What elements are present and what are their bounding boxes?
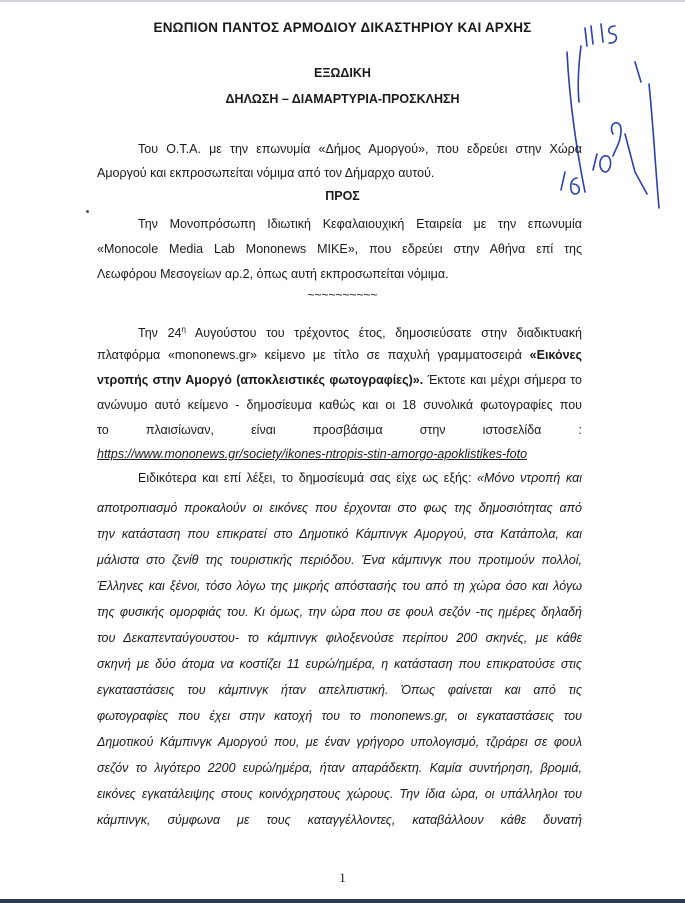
quote-line-7: του Δεκαπενταύγουστου- το κάμπινγκ φιλοξενούσε περίπου 200 σκηνές, με κάθε [97,631,582,645]
quote-line-3: την κατάσταση που επικρατεί στο Δημοτικό Κάμπινγκ Αμοργού, στα Κατάπολα, και [97,527,582,541]
quote-line-14: κάμπινγκ, σύμφωνα με τους καταγγέλλοντες, καταβάλλουν κάθε δυνατή [97,813,582,827]
ordinal-superscript: η [181,325,186,334]
quote-line-6: της φυσικής ομορφιάς του. Κι όμως, την ώρα που σε φουλ σεζόν -τις ημέρες δηλαδή [97,605,582,619]
quote-line-2: αποτροπιασμό προκαλούν οι εικόνες που έρχονται στο φως της δημοσιότητας από [97,501,582,515]
document-title: ΕΝΩΠΙΟΝ ΠΑΝΤΟΣ ΑΡΜΟΔΙΟΥ ΔΙΚΑΣΤΗΡΙΟΥ ΚΑΙ ΑΡΧΗΣ [153,20,532,35]
document-subtitle-extrajudicial: ΕΞΩΔΙΚΗ [314,66,371,80]
article-title-end: ντροπής στην Αμοργό (αποκλειστικές φωτογραφίες)». [97,373,424,387]
para1-line-5: το πλαισίωναν, είναι προσβάσιμα στην ιστοσελίδα : [97,423,582,437]
para1-line-4: ανώνυμο αυτό κείμενο - δημοσίευμα καθώς και οι 18 συνολικά φωτογραφίες που [97,398,582,412]
para1-l1-start: Την 24 [138,326,182,341]
quote-start: «Μόνο ντροπή και [477,471,582,485]
quote-line-11: Δημοτικού Κάμπινγκ Αμοργού που, με έναν γρήγορο υπολογισμό, τζιράρει σε φουλ [97,735,582,749]
article-url: https://www.mononews.gr/society/ikones-ntropis-stin-amorgo-apoklistikes-foto [97,447,528,461]
scan-bottom-edge [0,899,685,903]
scan-top-edge [0,0,685,2]
para1-line-3 [97,368,582,392]
to-label: ΠΡΟΣ [325,189,360,203]
para1-line-2 [97,343,582,367]
quote-line-13: εικόνες εγκατάλειψης στους κοινόχρηστους χώρους. Την ίδια ώρα, οι υπάλληλοι του [97,787,582,801]
document-subtitle-declaration: ΔΗΛΩΣΗ – ΔΙΑΜΑΡΤΥΡΙΑ-ΠΡΟΣΚΛΗΣΗ [225,92,460,106]
article-title-start: «Εικόνες [529,348,582,362]
separator: ~~~~~~~~~~ [307,288,378,302]
quote-line-8: σκηνή με δύο άτομα να κοστίζει 11 ευρώ/ημέρα, η κατάσταση που επικρατούσε στις [97,657,582,671]
quote-line-10: φωτογραφίες που έχει στην κατοχή του το mononews.gr, οι εγκαταστάσεις του [97,709,582,723]
para2-line-1 [97,466,582,490]
quote-line-9: εγκαταστάσεις του κάμπινγκ ήταν απελπιστική. Όπως φαίνεται και από τις [97,683,582,697]
quote-line-5: Έλληνες και ξένοι, τόσο λόγω της μικρής απόστασής του από τη χώρα όσο και λόγω [97,579,582,593]
sender-line-1: Του Ο.Τ.Α. με την επωνυμία «Δήμος Αμοργού», που εδρεύει στην Χώρα [138,142,582,156]
scan-speck [86,210,89,213]
para1-l1-end: Αυγούστου του τρέχοντος έτος, δημοσιεύσατε στην διαδικτυακή [185,326,582,341]
para2-l1-text: Ειδικότερα και επί λέξει, το δημοσίευμά σας είχε ως εξής: [138,471,478,485]
quote-line-4: μάλιστα στο ζενίθ της τουριστικής περιόδου. Ένα κάμπινγκ που προτιμούν πολλοί, [97,553,582,567]
recipient-line-1: Την Μονοπρόσωπη Ιδιωτική Κεφαλαιουχική Εταιρεία με την επωνυμία [138,217,582,231]
recipient-line-2: «Monocole Media Lab Mononews ΜΙΚΕ», που εδρεύει στην Αθήνα επί της [97,242,582,256]
para1-l2-text: πλατφόρμα «mononews.gr» κείμενο με τίτλο σε παχυλή γραμματοσειρά [97,348,530,362]
sender-line-2: Αμοργού και εκπροσωπείται νόμιμα από τον Δήμαρχο αυτού. [97,166,435,180]
recipient-line-3: Λεωφόρου Μεσογείων αρ.2, όπως αυτή εκπροσωπείται νόμιμα. [97,267,449,281]
page-number: 1 [339,870,346,885]
para1-l3-text: Έκτοτε και μέχρι σήμερα το [423,373,583,387]
para1-line-1 [97,318,582,345]
article-link [97,442,582,466]
quote-line-12: σεζόν το λιγότερο 2200 ευρώ/ημέρα, ήταν απαράδεκτη. Καμία συντήρηση, βρομιά, [97,761,582,775]
